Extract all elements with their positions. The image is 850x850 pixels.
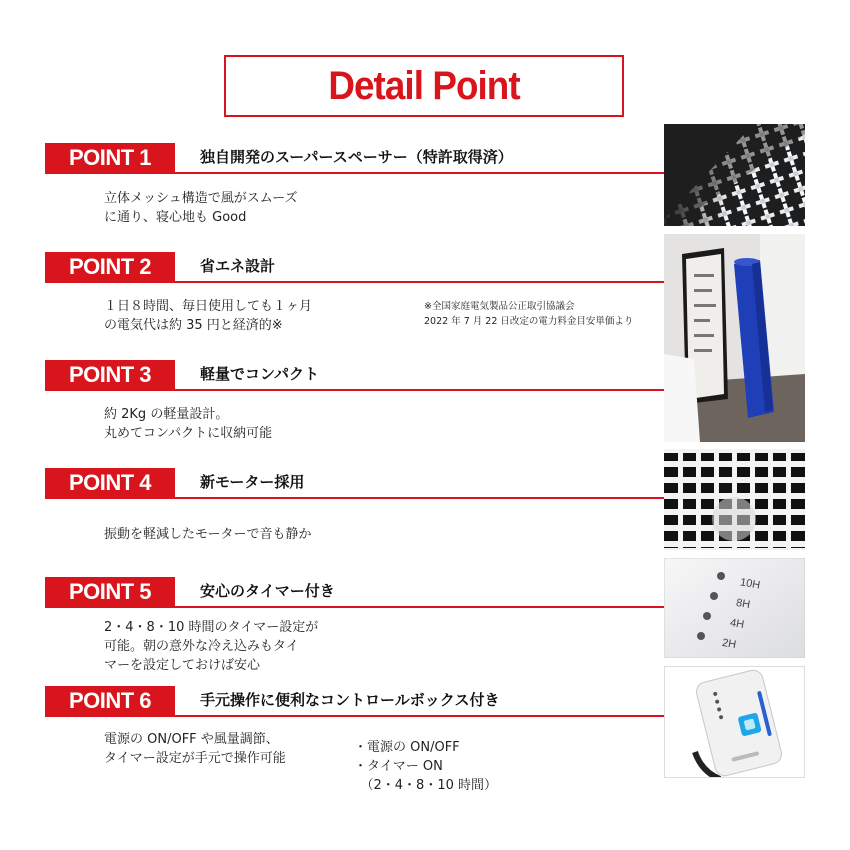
point-rule	[45, 172, 665, 174]
point-body: 立体メッシュ構造で風がスムーズ に通り、寝心地も Good	[104, 191, 298, 225]
point-badge: POINT 5	[45, 577, 175, 607]
point-rule	[45, 497, 665, 499]
point-rule	[45, 606, 665, 608]
point-badge: POINT 4	[45, 468, 175, 498]
control-box-photo	[664, 666, 805, 778]
point-rule	[45, 389, 665, 391]
rolled-mat-photo	[664, 234, 805, 442]
point-badge: POINT 2	[45, 252, 175, 282]
point-feature-list: ・電源の ON/OFF ・タイマー ON （2・4・8・10 時間）	[354, 740, 497, 793]
point-body: 振動を軽減したモーターで音も静か	[104, 527, 312, 542]
point-rule	[45, 715, 665, 717]
point-badge: POINT 3	[45, 360, 175, 390]
point-heading: 独自開発のスーパースペーサー（特許取得済）	[200, 148, 513, 166]
point-heading: 軽量でコンパクト	[200, 365, 319, 383]
point-heading: 省エネ設計	[200, 257, 276, 275]
timer-label-2h: 2H	[721, 636, 737, 652]
rolled-mat-icon	[664, 234, 805, 442]
timer-panel-photo	[664, 558, 805, 658]
point-body: 約 2Kg の軽量設計。 丸めてコンパクトに収納可能	[104, 407, 273, 441]
timer-label-10h: 10H	[739, 576, 762, 592]
point-body: １日８時間、毎日使用しても１ヶ月 の電気代は約 35 円と経済的※	[104, 299, 313, 333]
mesh-icon	[664, 124, 805, 226]
timer-label-8h: 8H	[735, 596, 751, 612]
page-title: Detail Point	[328, 63, 520, 108]
spacer-mesh-photo	[664, 124, 805, 226]
point-body: 2・4・8・10 時間のタイマー設定が 可能。朝の意外な冷え込みもタイ マーを設定しておけば安心	[104, 620, 319, 673]
point-heading: 安心のタイマー付き	[200, 582, 335, 600]
point-heading: 新モーター採用	[200, 473, 305, 491]
control-box-icon	[665, 667, 805, 778]
timer-label-4h: 4H	[729, 616, 745, 632]
point-badge: POINT 1	[45, 143, 175, 173]
point-heading: 手元操作に便利なコントロールボックス付き	[200, 691, 500, 709]
title-box	[224, 55, 624, 117]
point-rule	[45, 281, 665, 283]
point-note: ※全国家庭電気製品公正取引協議会 2022 年 7 月 22 日改定の電力料金目安単価より	[424, 301, 634, 327]
motor-grille-photo	[664, 449, 805, 550]
point-body: 電源の ON/OFF や風量調節、 タイマー設定が手元で操作可能	[104, 732, 286, 766]
grille-icon	[664, 449, 805, 550]
point-badge: POINT 6	[45, 686, 175, 716]
